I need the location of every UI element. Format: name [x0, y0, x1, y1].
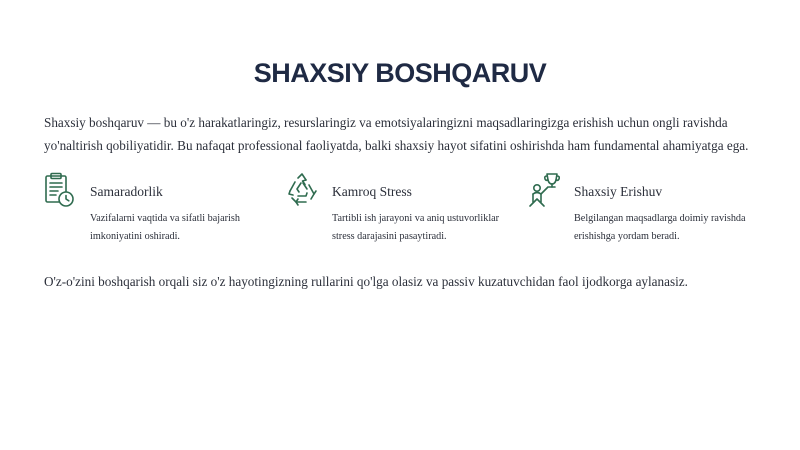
clipboard-clock-icon: [44, 172, 76, 208]
feature-title: Shaxsiy Erishuv: [574, 184, 663, 199]
feature-description: Vazifalarni vaqtida va sifatli bajarish imkoniyatini oshiradi.: [90, 213, 240, 242]
slide-title: SHAXSIY BOSHQARUV: [253, 58, 547, 88]
trophy-person-icon: [528, 172, 560, 208]
closing-paragraph: O'z-o'zini boshqarish orqali siz o'z hayotingizning rullarini qo'lga olasiz va passiv kuzatuvchidan faol ijodkorga aylanasiz.: [44, 274, 688, 289]
feature-list: [44, 172, 764, 252]
feature-description: Tartibli ish jarayoni va aniq ustuvorliklar stress darajasini pasaytiradi.: [332, 213, 500, 242]
intro-paragraph: Shaxsiy boshqaruv — bu o'z harakatlaringiz, resurslaringiz va emotsiyalaringizni maqsadlaringizga erishish uchun ongli ravishda yo'naltirish qobiliyatidir. Bu nafaqat professional faoliyatda, balki shaxsiy hayot sifatini oshirishda ham fundamental ahamiyatga ega.: [44, 115, 749, 153]
feature-title: Kamroq Stress: [332, 184, 412, 199]
feature-title: Samaradorlik: [90, 184, 163, 199]
feature-description: Belgilangan maqsadlarga doimiy ravishda erishishga yordam beradi.: [574, 213, 746, 242]
recycle-icon: [286, 172, 318, 208]
